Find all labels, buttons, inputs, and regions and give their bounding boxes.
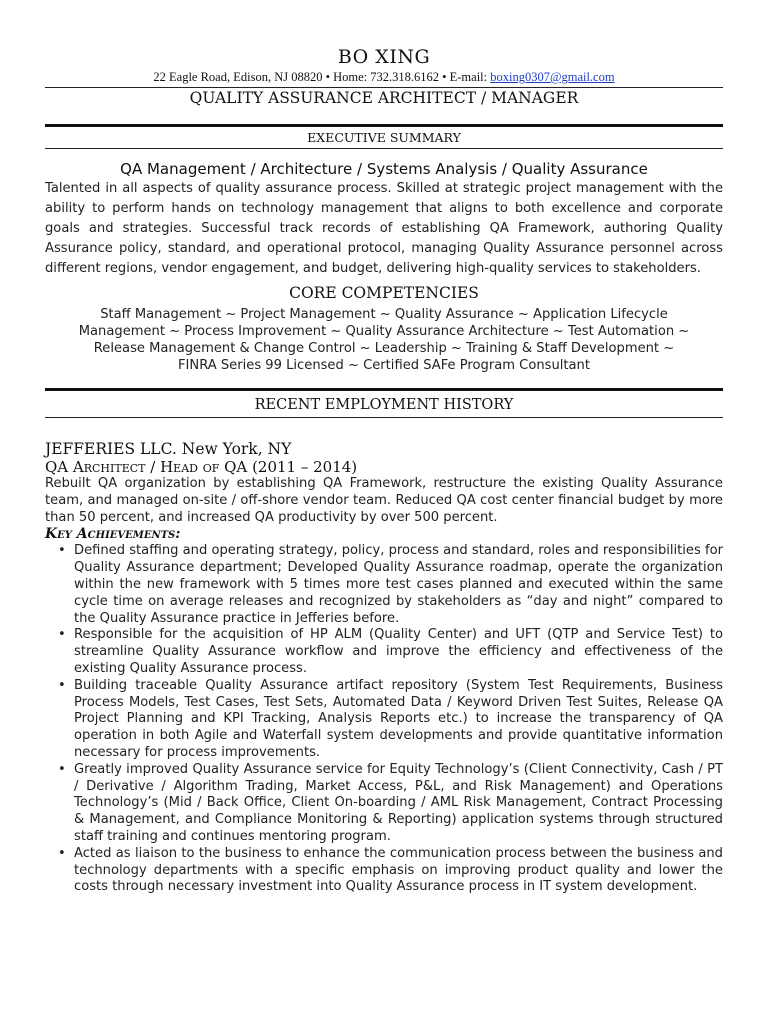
resume-page (45, 46, 723, 896)
list-item (45, 543, 723, 627)
candidate-name: BO XING (337, 46, 431, 68)
bullet: • (58, 845, 66, 861)
core-competencies-heading: CORE COMPETENCIES (289, 284, 479, 302)
achievements-list (45, 543, 723, 896)
employment-heading: RECENT EMPLOYMENT HISTORY (254, 397, 514, 413)
executive-summary-heading: EXECUTIVE SUMMARY (307, 130, 461, 145)
role-dates: (2011 – 2014) (252, 458, 358, 476)
section-rule-top (45, 124, 723, 127)
core-competencies-list (45, 306, 723, 374)
section-rule-top (45, 388, 723, 391)
competency-line: Staff Management ~ Project Management ~ Quality Assurance ~ Application Lifecycle (100, 307, 668, 322)
bullet: • (58, 627, 66, 643)
summary-paragraph: Talented in all aspects of quality assurance process. Skilled at strategic project management with the ability to perform hands on technology management that aligns to both excellence and corporate goals and strategies. Successful track records of establishing QA Framework, authoring Quality Assurance policy, standard, and operational protocol, managing Quality Assurance personnel across different regions, vendor engagement, and budget, delivering high-quality services to stakeholders. (45, 181, 723, 276)
achievement-text: Building traceable Quality Assurance artifact repository (System Test Requirements, Business Process Models, Test Cases, Test Sets, Automated Data / Keyword Driven Test Suites, Release QA Project Planning and KPI Tracking, Analysis Reports etc.) to increase the transparency of QA operation in both Agile and Waterfall system developments and provide quantitative information necessary for process improvements. (74, 677, 723, 760)
contact-details: 22 Eagle Road, Edison, NJ 08820 • Home: 732.318.6162 • E-mail: (153, 70, 491, 84)
list-item (45, 762, 723, 846)
competency-line: Release Management & Change Control ~ Leadership ~ Training & Staff Development ~ (93, 341, 675, 356)
role-title: QA Architect / Head of QA (45, 458, 248, 476)
bullet: • (58, 677, 66, 693)
contact-line (45, 69, 723, 85)
achievement-text: Defined staffing and operating strategy, policy, process and standard, roles and responsibilities for Quality Assurance department; Developed Quality Assurance roadmap, operate the organization within the new framework with 5 times more test cases planned and executed within the same cycle time on average releases and recognized by stakeholders as “day and night” compared to the Quality Assurance practice in Jefferies before. (74, 543, 723, 626)
key-achievements-label: Key Achievements: (45, 526, 181, 543)
job-title: QUALITY ASSURANCE ARCHITECT / MANAGER (189, 89, 579, 107)
list-item (45, 627, 723, 677)
competency-line: FINRA Series 99 Licensed ~ Certified SAFe Program Consultant (178, 358, 590, 373)
email-link[interactable]: boxing0307@gmail.com (490, 70, 615, 84)
bullet: • (58, 761, 66, 777)
achievement-text: Greatly improved Quality Assurance service for Equity Technology’s (Client Connectivity, Cash / PT / Derivative / Algorithm Trading, Market Access, P&L, and Risk Management) and Operations Technology’s (Mid / Back Office, Client On-boarding / AML Risk Management, Contract Processing & Management, and Compliance Monitoring & Reporting) application systems through structured staff training and continues mentoring program. (74, 761, 723, 844)
section-rule-bottom (45, 417, 723, 418)
achievement-text: Responsible for the acquisition of HP ALM (Quality Center) and UFT (QTP and Service Test) to streamline Quality Assurance workflow and improve the efficiency and effectiveness of the existing Quality Assurance process. (74, 627, 723, 676)
list-item (45, 846, 723, 896)
list-item (45, 678, 723, 762)
summary-tagline: QA Management / Architecture / Systems Analysis / Quality Assurance (120, 160, 648, 178)
employment-summary: Rebuilt QA organization by establishing QA Framework, restructure the existing Quality Assurance team, and managed on-site / off-shore vendor team. Reduced QA cost center financial budget by more than 50 percent, and increased QA productivity by over 500 percent. (45, 476, 723, 525)
achievement-text: Acted as liaison to the business to enhance the communication process between the business and technology departments with a specific emphasis on improving product quality and lower the costs through necessary investment into Quality Assurance process in IT system development. (74, 845, 723, 895)
section-rule-bottom (45, 148, 723, 149)
bullet: • (58, 543, 66, 559)
competency-line: Management ~ Process Improvement ~ Quality Assurance Architecture ~ Test Automation ~ (78, 324, 690, 339)
role-line (45, 458, 723, 476)
company-name: JEFFERIES LLC. New York, NY (45, 440, 292, 458)
